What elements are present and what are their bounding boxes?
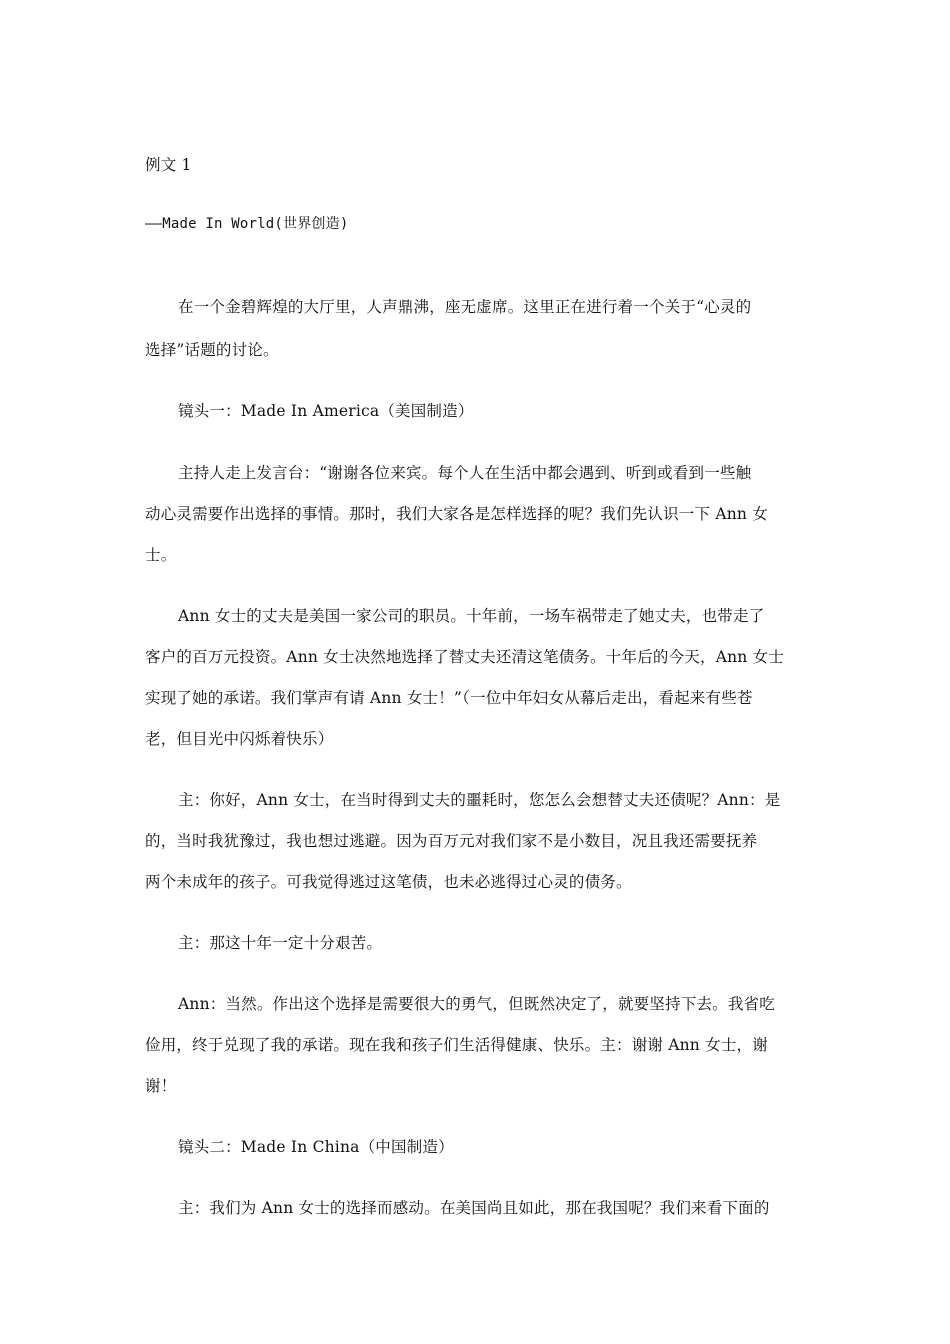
paragraph-line: 在一个金碧辉煌的大厅里，人声鼎沸，座无虚席。这里正在进行着一个关于“心灵的 [178, 298, 752, 316]
paragraph-line: 主：我们为 Ann 女士的选择而感动。在美国尚且如此，那在我国呢？我们来看下面的 [178, 1199, 770, 1217]
paragraph-line: 动心灵需要作出选择的事情。那时，我们大家各是怎样选择的呢？我们先认识一下 Ann 女 [145, 505, 768, 523]
document-subtitle: ——Made In World(世界创造) [145, 216, 349, 232]
document-heading: 例文 1 [145, 156, 192, 174]
paragraph-line: 士。 [145, 546, 177, 564]
paragraph-line: 谢！ [145, 1077, 177, 1095]
paragraph-line: 俭用，终于兑现了我的承诺。现在我和孩子们生活得健康、快乐。主：谢谢 Ann 女士，谢 [145, 1036, 768, 1054]
section-heading-1: 镜头一：Made In America（美国制造） [178, 402, 474, 420]
paragraph-line: 主持人走上发言台：“谢谢各位来宾。每个人在生活中都会遇到、听到或看到一些触 [178, 464, 752, 482]
paragraph-line: Ann 女士的丈夫是美国一家公司的职员。十年前，一场车祸带走了她丈夫，也带走了 [178, 607, 765, 625]
paragraph-line: 主：你好，Ann 女士，在当时得到丈夫的噩耗时，您怎么会想替丈夫还债呢？Ann：是 [178, 791, 781, 809]
paragraph-line: Ann：当然。作出这个选择是需要很大的勇气，但既然决定了，就要坚持下去。我省吃 [178, 995, 775, 1013]
paragraph-line: 选择”话题的讨论。 [145, 341, 279, 359]
paragraph-line: 实现了她的承诺。我们掌声有请 Ann 女士！”（一位中年妇女从幕后走出，看起来有些苍 [145, 689, 753, 707]
paragraph-line: 客户的百万元投资。Ann 女士决然地选择了替丈夫还清这笔债务。十年后的今天，Ann 女士 [145, 648, 784, 666]
paragraph-line: 的，当时我犹豫过，我也想过逃避。因为百万元对我们家不是小数目，况且我还需要抚养 [145, 832, 758, 850]
paragraph-line: 老，但目光中闪烁着快乐） [145, 730, 334, 748]
paragraph-line: 主：那这十年一定十分艰苦。 [178, 934, 383, 952]
section-heading-2: 镜头二：Made In China（中国制造） [178, 1138, 454, 1156]
paragraph-line: 两个未成年的孩子。可我觉得逃过这笔债，也未必逃得过心灵的债务。 [145, 873, 632, 891]
